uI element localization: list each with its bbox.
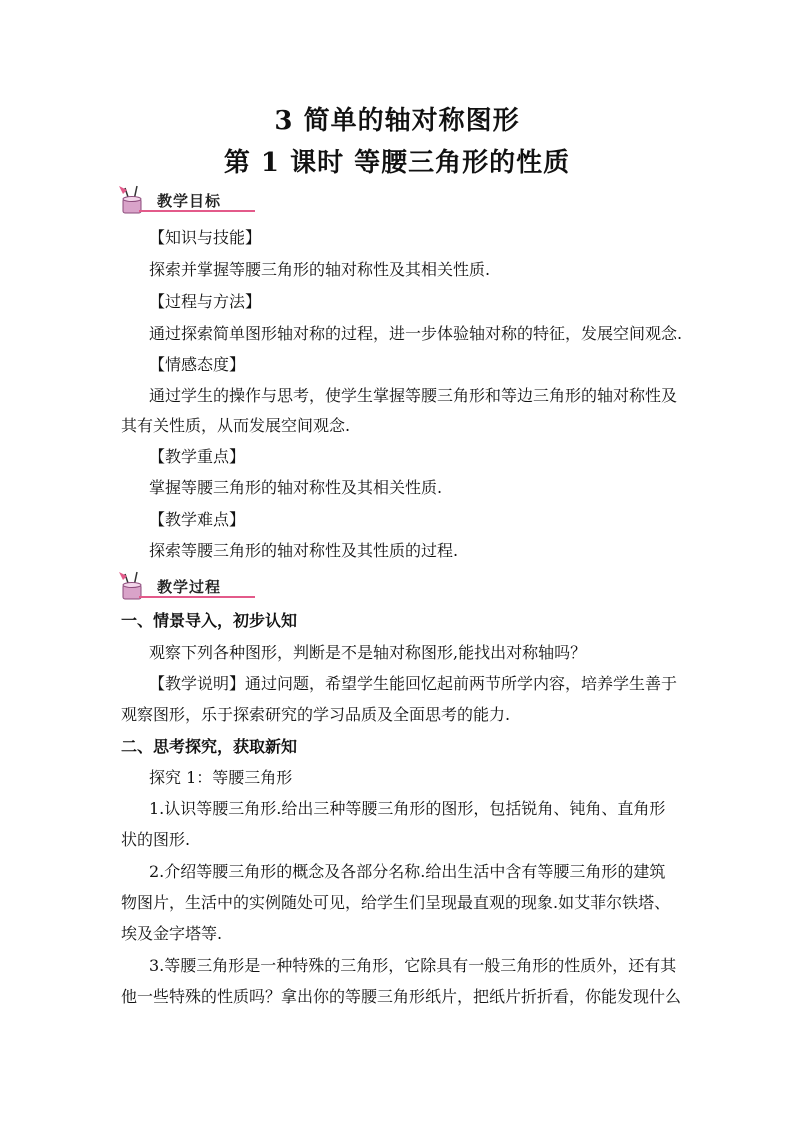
page-subtitle: 第 1 课时 等腰三角形的性质 xyxy=(223,148,571,178)
goal-text: 通过学生的操作与思考，使学生掌握等腰三角形和等边三角形的轴对称性及 xyxy=(149,386,678,405)
section-banner-goals xyxy=(115,184,255,216)
section-heading: 一、情景导入，初步认知 xyxy=(121,611,298,630)
paragraph-line: 【教学说明】通过问题，希望学生能回忆起前两节所学内容，培养学生善于 xyxy=(149,674,678,693)
goal-heading: 【知识与技能】 xyxy=(149,228,262,247)
goal-heading: 【过程与方法】 xyxy=(149,292,262,311)
paragraph-line: 物图片，生活中的实例随处可见，给学生们呈现最直观的现象.如艾菲尔铁塔、 xyxy=(121,893,671,912)
paragraph-line: 1.认识等腰三角形.给出三种等腰三角形的图形，包括锐角、钝角、直角形 xyxy=(149,799,666,818)
paragraph-line: 3.等腰三角形是一种特殊的三角形，它除具有一般三角形的性质外，还有其 xyxy=(149,956,677,975)
goal-text: 探索并掌握等腰三角形的轴对称性及其相关性质. xyxy=(149,260,491,279)
section-banner-process xyxy=(115,570,255,602)
paragraph-line: 探究 1：等腰三角形 xyxy=(149,768,293,787)
paragraph-line: 观察图形，乐于探索研究的学习品质及全面思考的能力. xyxy=(121,705,511,724)
goal-heading: 【教学难点】 xyxy=(149,510,246,529)
banner-label: 教学目标 xyxy=(157,192,222,210)
goal-text: 掌握等腰三角形的轴对称性及其相关性质. xyxy=(149,478,443,497)
section-heading: 二、思考探究，获取新知 xyxy=(121,737,298,756)
paragraph-line: 埃及金字塔等. xyxy=(121,924,223,943)
goal-text: 通过探索简单图形轴对称的过程，进一步体验轴对称的特征，发展空间观念. xyxy=(149,324,683,343)
goal-text: 其有关性质，从而发展空间观念. xyxy=(121,416,351,435)
goal-text: 探索等腰三角形的轴对称性及其性质的过程. xyxy=(149,541,459,560)
paragraph-line: 状的图形. xyxy=(121,830,191,849)
paragraph-line: 观察下列各种图形，判断是不是轴对称图形,能找出对称轴吗？ xyxy=(149,643,587,662)
page-title: 3 简单的轴对称图形 xyxy=(274,106,520,136)
goal-heading: 【教学重点】 xyxy=(149,447,246,466)
goal-heading: 【情感态度】 xyxy=(149,355,246,374)
paragraph-line: 他一些特殊的性质吗？拿出你的等腰三角形纸片，把纸片折折看，你能发现什么 xyxy=(121,987,682,1006)
banner-label: 教学过程 xyxy=(157,578,222,596)
paragraph-line: 2.介绍等腰三角形的概念及各部分名称.给出生活中含有等腰三角形的建筑 xyxy=(149,862,666,881)
